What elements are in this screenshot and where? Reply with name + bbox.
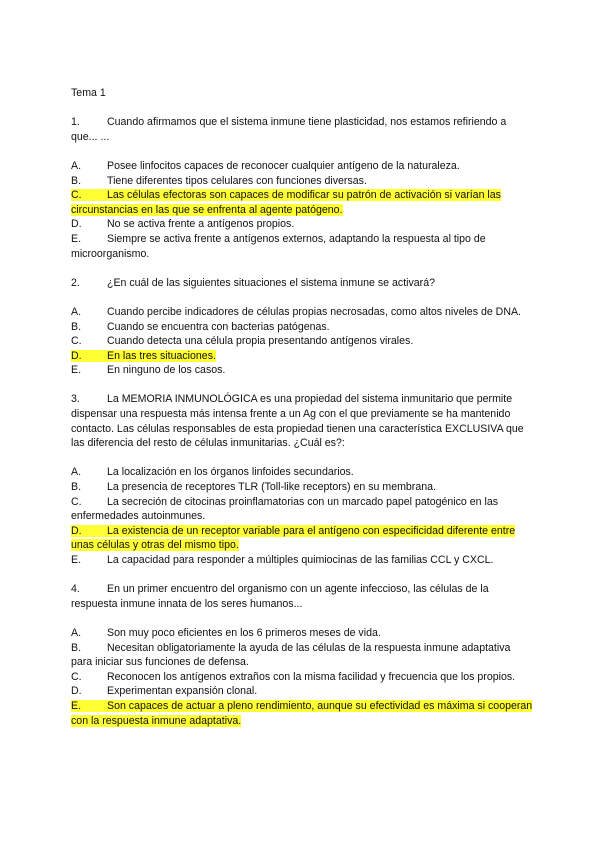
answer-option bbox=[71, 641, 533, 670]
option-text: No se activa frente a antígenos propios. bbox=[107, 218, 295, 231]
question-body: ¿En cuál de las siguientes situaciones el sistema inmune se activará? bbox=[107, 276, 435, 289]
option-letter: B. bbox=[71, 641, 82, 654]
answer-option bbox=[71, 465, 533, 480]
option-letter: E. bbox=[71, 699, 82, 712]
answer-option bbox=[71, 217, 533, 232]
answer-option bbox=[71, 684, 533, 699]
question-block bbox=[71, 582, 533, 728]
answer-option bbox=[71, 670, 533, 685]
option-text: Las células efectoras son capaces de modificar su patrón de activación si varían las circunstancias en las que se enfrenta al agente patógeno. bbox=[71, 189, 501, 216]
question-text bbox=[71, 276, 533, 291]
answer-option bbox=[71, 334, 533, 349]
option-letter: C. bbox=[71, 335, 82, 348]
option-text: Reconocen los antígenos extraños con la misma facilidad y frecuencia que los propios. bbox=[107, 670, 516, 683]
answer-option bbox=[71, 159, 533, 174]
answer-option bbox=[71, 553, 533, 568]
answer-option bbox=[71, 363, 533, 378]
answer-option bbox=[71, 305, 533, 320]
option-letter: E. bbox=[71, 232, 82, 245]
option-letter: B. bbox=[71, 320, 82, 333]
option-text: Cuando detecta una célula propia presentando antígenos virales. bbox=[107, 335, 414, 348]
question-body: En un primer encuentro del organismo con un agente infeccioso, las células de la respuesta inmune innata de los seres humanos... bbox=[71, 583, 489, 610]
option-text: Experimentan expansión clonal. bbox=[107, 685, 258, 698]
option-text: La presencia de receptores TLR (Toll-like receptors) en su membrana. bbox=[107, 481, 436, 494]
option-letter: A. bbox=[71, 305, 82, 318]
option-letter: D. bbox=[71, 524, 82, 537]
option-text: Posee linfocitos capaces de reconocer cualquier antígeno de la naturaleza. bbox=[107, 159, 460, 172]
answer-option bbox=[71, 320, 533, 335]
option-letter: D. bbox=[71, 218, 82, 231]
option-text: Son capaces de actuar a pleno rendimiento, aunque su efectividad es máxima si cooperan con la respuesta inmune adaptativa. bbox=[71, 699, 533, 727]
option-letter: C. bbox=[71, 189, 82, 202]
question-text bbox=[71, 392, 533, 450]
answer-option bbox=[71, 174, 533, 189]
option-letter: C. bbox=[71, 670, 82, 683]
option-text: En las tres situaciones. bbox=[107, 349, 216, 362]
document-page bbox=[71, 86, 533, 728]
option-letter: A. bbox=[71, 466, 82, 479]
question-number: 4. bbox=[71, 583, 80, 596]
option-letter: B. bbox=[71, 481, 82, 494]
question-number: 3. bbox=[71, 393, 80, 406]
option-text: En ninguno de los casos. bbox=[107, 364, 226, 377]
question-body: Cuando afirmamos que el sistema inmune tiene plasticidad, nos estamos refiriendo a que... ... bbox=[71, 116, 507, 143]
answer-option-highlighted bbox=[71, 188, 533, 217]
answer-option bbox=[71, 480, 533, 495]
answer-option bbox=[71, 232, 533, 261]
option-letter: A. bbox=[71, 626, 82, 639]
question-block bbox=[71, 115, 533, 261]
option-letter: A. bbox=[71, 159, 82, 172]
option-text: Necesitan obligatoriamente la ayuda de las células de la respuesta inmune adaptativa para iniciar sus funciones de defensa. bbox=[71, 641, 511, 669]
option-text: Siempre se activa frente a antígenos externos, adaptando la respuesta al tipo de microorganismo. bbox=[71, 232, 486, 260]
option-text: La localización en los órganos linfoides secundarios. bbox=[107, 466, 354, 479]
option-text: La capacidad para responder a múltiples quimiocinas de las familias CCL y CXCL. bbox=[107, 554, 494, 566]
answer-option bbox=[71, 626, 533, 641]
question-text bbox=[71, 582, 533, 611]
option-letter: D. bbox=[71, 685, 82, 698]
answer-option-highlighted bbox=[71, 524, 533, 553]
question-number: 1. bbox=[71, 116, 80, 129]
answer-option-highlighted bbox=[71, 699, 533, 728]
option-text: La secreción de citocinas proinflamatorias con un marcado papel patogénico en las enfermedades autoinmunes. bbox=[71, 495, 499, 523]
document-title: Tema 1 bbox=[71, 87, 106, 99]
answer-option bbox=[71, 495, 533, 524]
question-text bbox=[71, 115, 533, 144]
option-text: La existencia de un receptor variable para el antígeno con especificidad diferente entre unas células y otras del mismo tipo. bbox=[71, 524, 516, 552]
option-letter: E. bbox=[71, 364, 82, 377]
answer-option-highlighted bbox=[71, 349, 533, 364]
option-letter: C. bbox=[71, 495, 82, 508]
question-number: 2. bbox=[71, 276, 80, 289]
option-text: Tiene diferentes tipos celulares con funciones diversas. bbox=[107, 174, 367, 187]
option-letter: B. bbox=[71, 174, 82, 187]
option-letter: D. bbox=[71, 349, 82, 362]
question-block bbox=[71, 392, 533, 567]
option-text: Cuando percibe indicadores de células propias necrosadas, como altos niveles de DNA. bbox=[107, 305, 521, 318]
option-text: Son muy poco eficientes en los 6 primeros meses de vida. bbox=[107, 626, 381, 639]
question-body: La MEMORIA INMUNOLÓGICA es una propiedad del sistema inmunitario que permite dispensar una respuesta más intensa frente a un Ag con el que previamente se ha mantenido contacto. Las células responsables de esta propiedad tienen una característica EXCLUSIVA que las diferencia del resto de células inmunitarias. ¿Cuál es?: bbox=[71, 393, 524, 450]
question-block bbox=[71, 276, 533, 378]
option-text: Cuando se encuentra con bacterias patógenas. bbox=[107, 320, 330, 333]
option-letter: E. bbox=[71, 554, 82, 566]
